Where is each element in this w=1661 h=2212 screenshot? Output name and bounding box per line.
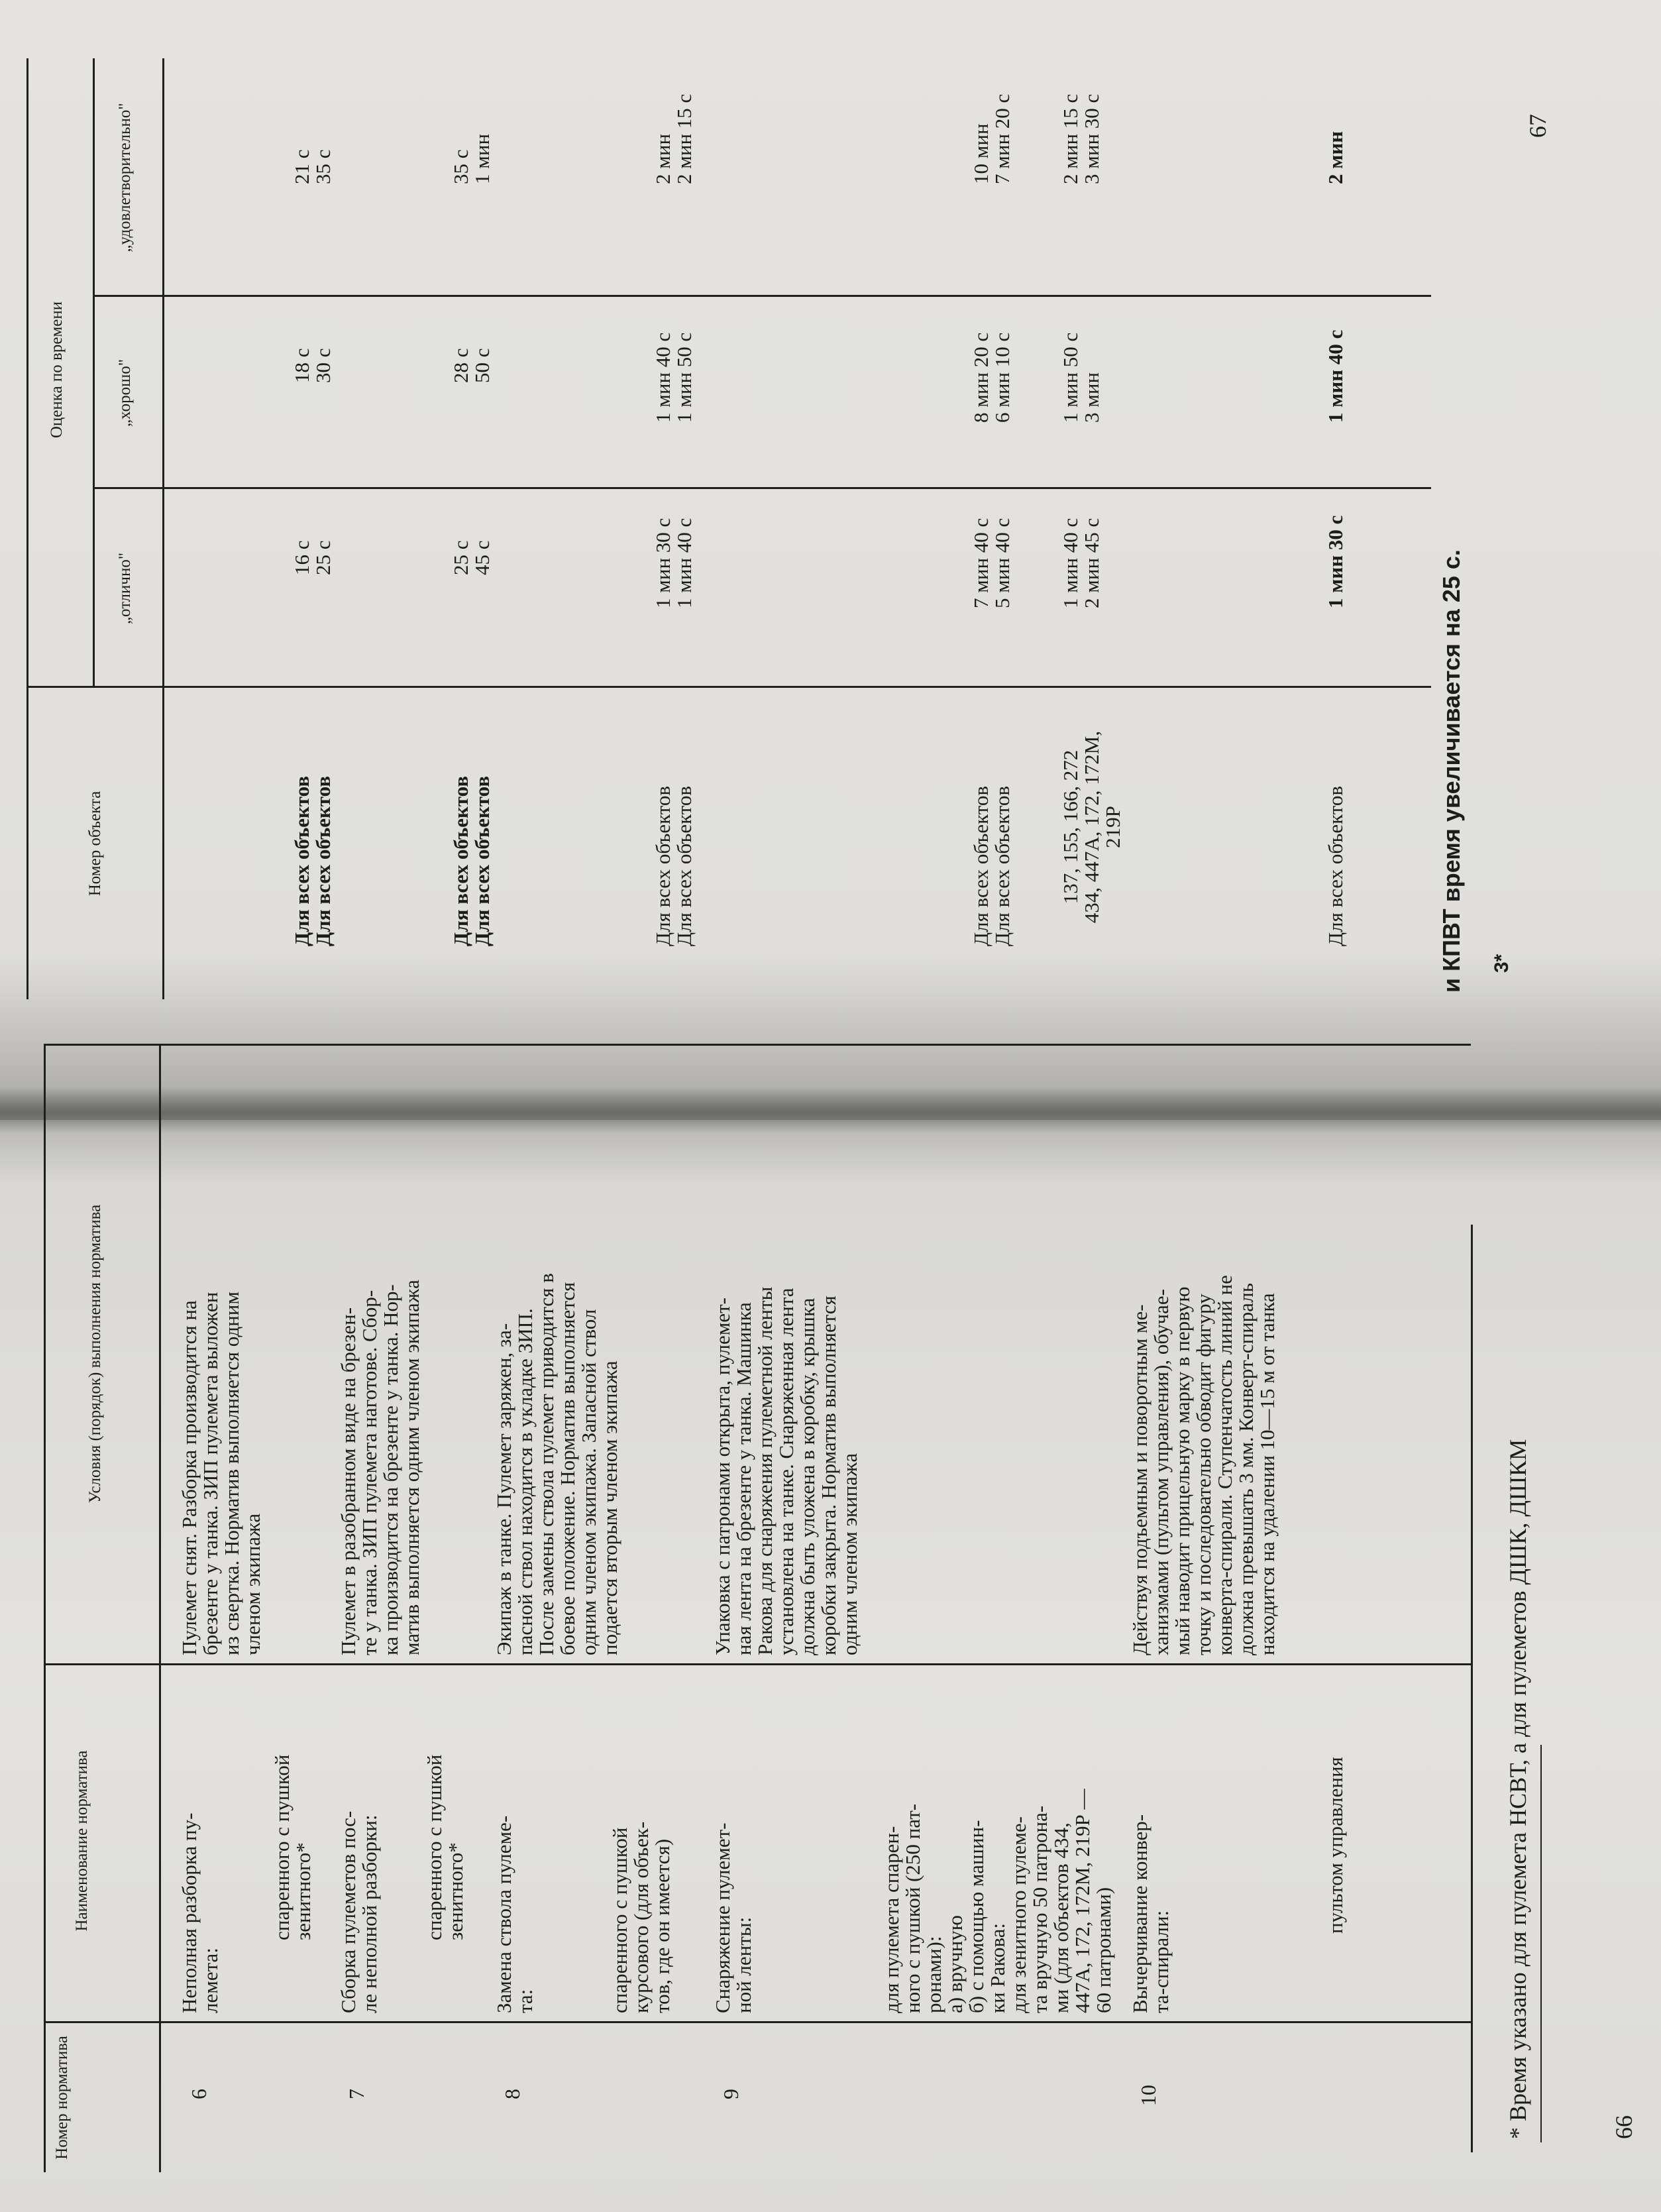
header-bottom-border	[162, 58, 164, 999]
header-bottom-border	[159, 1046, 161, 2172]
row-object: Для всех объектов Для всех объектов	[651, 785, 696, 946]
footnote-left: * Время указано для пулемета НСВТ, а для пулеметов ДШК, ДШКМ	[1505, 1439, 1531, 2139]
header-excellent: „отлично"	[116, 552, 134, 625]
row-subname: спаренного с пушкой зенитного*	[270, 1754, 315, 1940]
row-object: Для всех объектов	[1324, 785, 1347, 946]
row-num: 9	[719, 2089, 743, 2099]
row-conditions: Действуя подъемным и поворотным ме- ханизмами (пультом управления), обучае- мый наводит прицельную марку в первую точку и последовательно обводит фигуру конверта-спирали. Ступенчатость линий не должна превышать 3 мм. Конверт-спираль находится на удалении 10—15 м от танка	[1128, 1275, 1279, 1655]
cell-satisfactory: 2 мин	[1324, 131, 1347, 184]
row-name: Сборка пулеметов пос- ле неполной разборки:	[337, 1810, 381, 2013]
signature-mark: 3*	[1491, 954, 1513, 973]
cell-excellent: 25 с 45 с	[449, 540, 494, 575]
row-conditions: Экипаж в танке. Пулемет заряжен, за- пасной ствол находится в укладке ЗИП. После замены ствола пулемет приводится в боевое положение. Норматив выполняется одним членом экипажа. Запасной ствол подается вторым членом экипажа	[492, 1273, 621, 1655]
footnote-rule	[1540, 1745, 1542, 2142]
row-name: Замена ствола пулеме- та:	[492, 1815, 537, 2013]
cell-excellent: 1 мин 40 с 2 мин 45 с	[1059, 518, 1103, 608]
row-num: 7	[345, 2089, 368, 2099]
row-name: Вычерчивание конвер- та-спирали:	[1128, 1814, 1173, 2013]
row-object: 137, 155, 166, 272 434, 447А, 172, 172М, 219Р	[1059, 730, 1124, 924]
cell-satisfactory: 21 с 35 с	[290, 149, 335, 184]
cell-good: 28 с 50 с	[449, 348, 494, 383]
cell-excellent: 7 мин 40 с 5 мин 40 с	[969, 518, 1014, 608]
col-divider-name	[44, 1663, 1471, 1665]
cell-excellent: 16 с 25 с	[290, 540, 335, 575]
group-header-border	[93, 58, 95, 688]
header-satisfactory: „удовлетворительно"	[116, 103, 134, 252]
row-object: Для всех объектов Для всех объектов	[969, 785, 1014, 946]
header-num: Номер норматива	[53, 2036, 71, 2160]
row-num: 8	[500, 2089, 524, 2099]
col-divider-cond	[44, 1044, 1471, 1046]
header-good: „хорошо"	[116, 359, 134, 427]
cell-good: 1 мин 50 с 3 мин	[1059, 332, 1103, 423]
row-subname: спаренного с пушкой курсового (для объек- тов, где он имеется)	[608, 1821, 674, 2013]
row-name: Неполная разборка пу- лемета:	[178, 1812, 222, 2013]
row-subname: для пулемета спарен- ного с пушкой (250 пат- ронами): а) вручную б) с помощью машин- ки Ракова: для зенитного пулеме- та вручную 50 патрона- ми (для объектов 434, 447А, 172, 172М, 219Р — 60 патронами)	[880, 1789, 1115, 2013]
row-object: Для всех объектов Для всех объектов	[290, 775, 335, 946]
row-num: 6	[187, 2089, 211, 2099]
col-divider-num	[44, 2021, 1471, 2023]
row-conditions: Пулемет в разобранном виде на брезен- те у танка. ЗИП пулемета наготове. Сбор- ка производится на брезенте у танка. Нор- матив выполняется одним членом экипажа	[337, 1280, 423, 1655]
cell-satisfactory: 10 мин 7 мин 20 с	[969, 93, 1014, 184]
header-name: Наименование норматива	[73, 1750, 91, 1932]
cell-satisfactory: 2 мин 15 с 3 мин 30 с	[1059, 93, 1103, 184]
cell-excellent: 1 мин 30 с	[1324, 515, 1347, 608]
row-conditions: Упаковка с патронами открыта, пулемет- ная лента на брезенте у танка. Машинка Ракова для снаряжения пулеметной ленты установлена на танке. Снаряженная лента должна быть уложена в коробку, крышка коробки закрыта. Норматив выполняется одним членом экипажа	[711, 1286, 861, 1655]
header-time-group: Оценка по времени	[48, 301, 66, 439]
cell-excellent: 1 мин 30 с 1 мин 40 с	[651, 518, 696, 608]
row-object: Для всех объектов Для всех объектов	[449, 775, 494, 946]
row-subname: спаренного с пушкой зенитного*	[423, 1754, 467, 1940]
table-top-border	[44, 1046, 46, 2172]
page-number-right: 67	[1525, 114, 1551, 138]
header-conditions: Условия (порядок) выполнения норматива	[86, 1204, 104, 1504]
header-object: Номер объекта	[86, 791, 104, 897]
row-num: 10	[1136, 2085, 1160, 2106]
footnote-right: и КПВТ время увеличивается на 25 с.	[1438, 549, 1465, 993]
col-divider-object	[27, 686, 1431, 688]
row-subname: пультом управления	[1324, 1757, 1347, 1934]
cell-good: 18 с 30 с	[290, 348, 335, 383]
cell-good: 1 мин 40 с	[1324, 329, 1347, 423]
cell-satisfactory: 2 мин 2 мин 15 с	[651, 93, 696, 184]
row-conditions: Пулемет снят. Разборка производится на брезенте у танка. ЗИП пулемета выложен из свертка. Норматив выполняется одним членом экипажа	[178, 1292, 264, 1655]
row-name: Снаряжение пулемет- ной ленты:	[711, 1822, 755, 2013]
cell-satisfactory: 35 с 1 мин	[449, 133, 494, 184]
table-top-border	[27, 58, 28, 999]
page-number-left: 66	[1611, 2115, 1637, 2139]
table-bottom-border	[1471, 1225, 1473, 2152]
cell-good: 1 мин 40 с 1 мин 50 с	[651, 332, 696, 423]
cell-good: 8 мин 20 с 6 мин 10 с	[969, 332, 1014, 423]
